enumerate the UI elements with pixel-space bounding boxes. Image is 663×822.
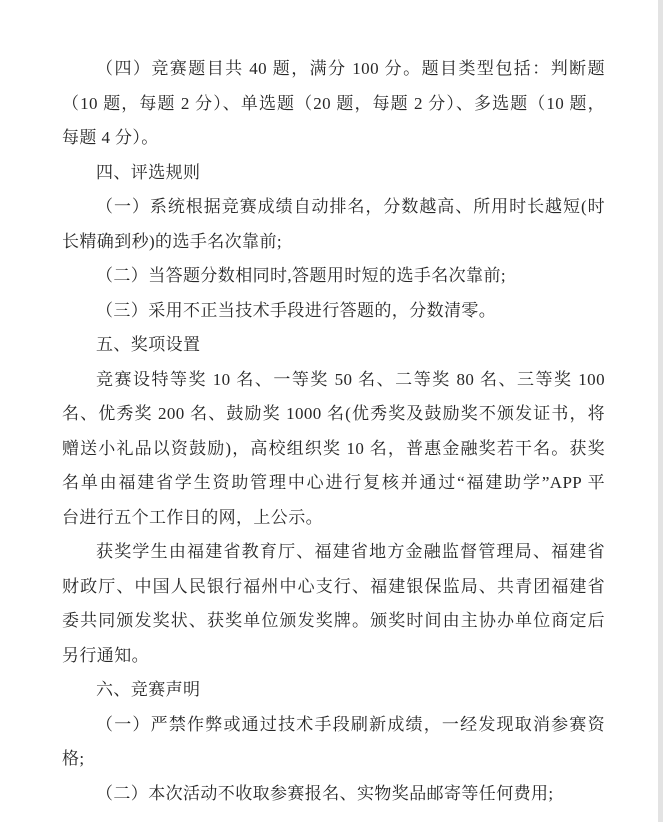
text-line: （一）系统根据竞赛成绩自动排名，分数越高、所用时长越短(时 (96, 197, 605, 216)
text-line: （一）严禁作弊或通过技术手段刷新成绩，一经发现取消参赛资 (96, 714, 605, 734)
text-line: 竞赛设特等奖 10 名、一等奖 50 名、二等奖 80 名、三等奖 100 (96, 369, 605, 389)
text-line: 每题 4 分）。 (62, 128, 159, 147)
text-line: 委共同颁发奖状、获奖单位颁发奖牌。颁奖时间由主协办单位商定后 (62, 611, 605, 630)
text-line: 名单由福建省学生资助管理中心进行复核并通过“福建助学”APP 平 (62, 473, 605, 492)
text-line: 台进行五个工作日的网，上公示。 (62, 507, 323, 527)
section-heading: 四、评选规则 (96, 162, 201, 182)
text-line: （三）采用不正当技术手段进行答题的，分数清零。 (96, 300, 497, 320)
text-line: 获奖学生由福建省教育厅、福建省地方金融监督管理局、福建省 (96, 542, 605, 561)
text-line: 长精确到秒)的选手名次靠前; (62, 231, 282, 251)
text-line: 赠送小礼品以资鼓励)，高校组织奖 10 名，普惠金融奖若干名。获奖 (62, 438, 605, 458)
text-line: （二）当答题分数相同时,答题用时短的选手名次靠前; (96, 266, 506, 285)
section-heading: 五、奖项设置 (96, 335, 201, 354)
text-line: 财政厅、中国人民银行福州中心支行、福建银保监局、共青团福建省 (62, 576, 605, 596)
text-line: （四）竞赛题目共 40 题，满分 100 分。题目类型包括：判断题 (96, 59, 605, 78)
text-line: 另行通知。 (62, 645, 149, 665)
text-line: （10 题，每题 2 分）、单选题（20 题，每题 2 分）、多选题（10 题， (62, 93, 605, 113)
text-line: 名、优秀奖 200 名、鼓励奖 1000 名(优秀奖及鼓励奖不颁发证书，将 (62, 404, 605, 423)
text-line: 格; (62, 749, 85, 768)
section-heading: 六、竞赛声明 (96, 680, 201, 699)
page-edge-strip (658, 0, 663, 822)
text-line: （二）本次活动不收取参赛报名、实物奖品邮寄等任何费用; (96, 783, 554, 803)
page-text-block (62, 52, 605, 811)
